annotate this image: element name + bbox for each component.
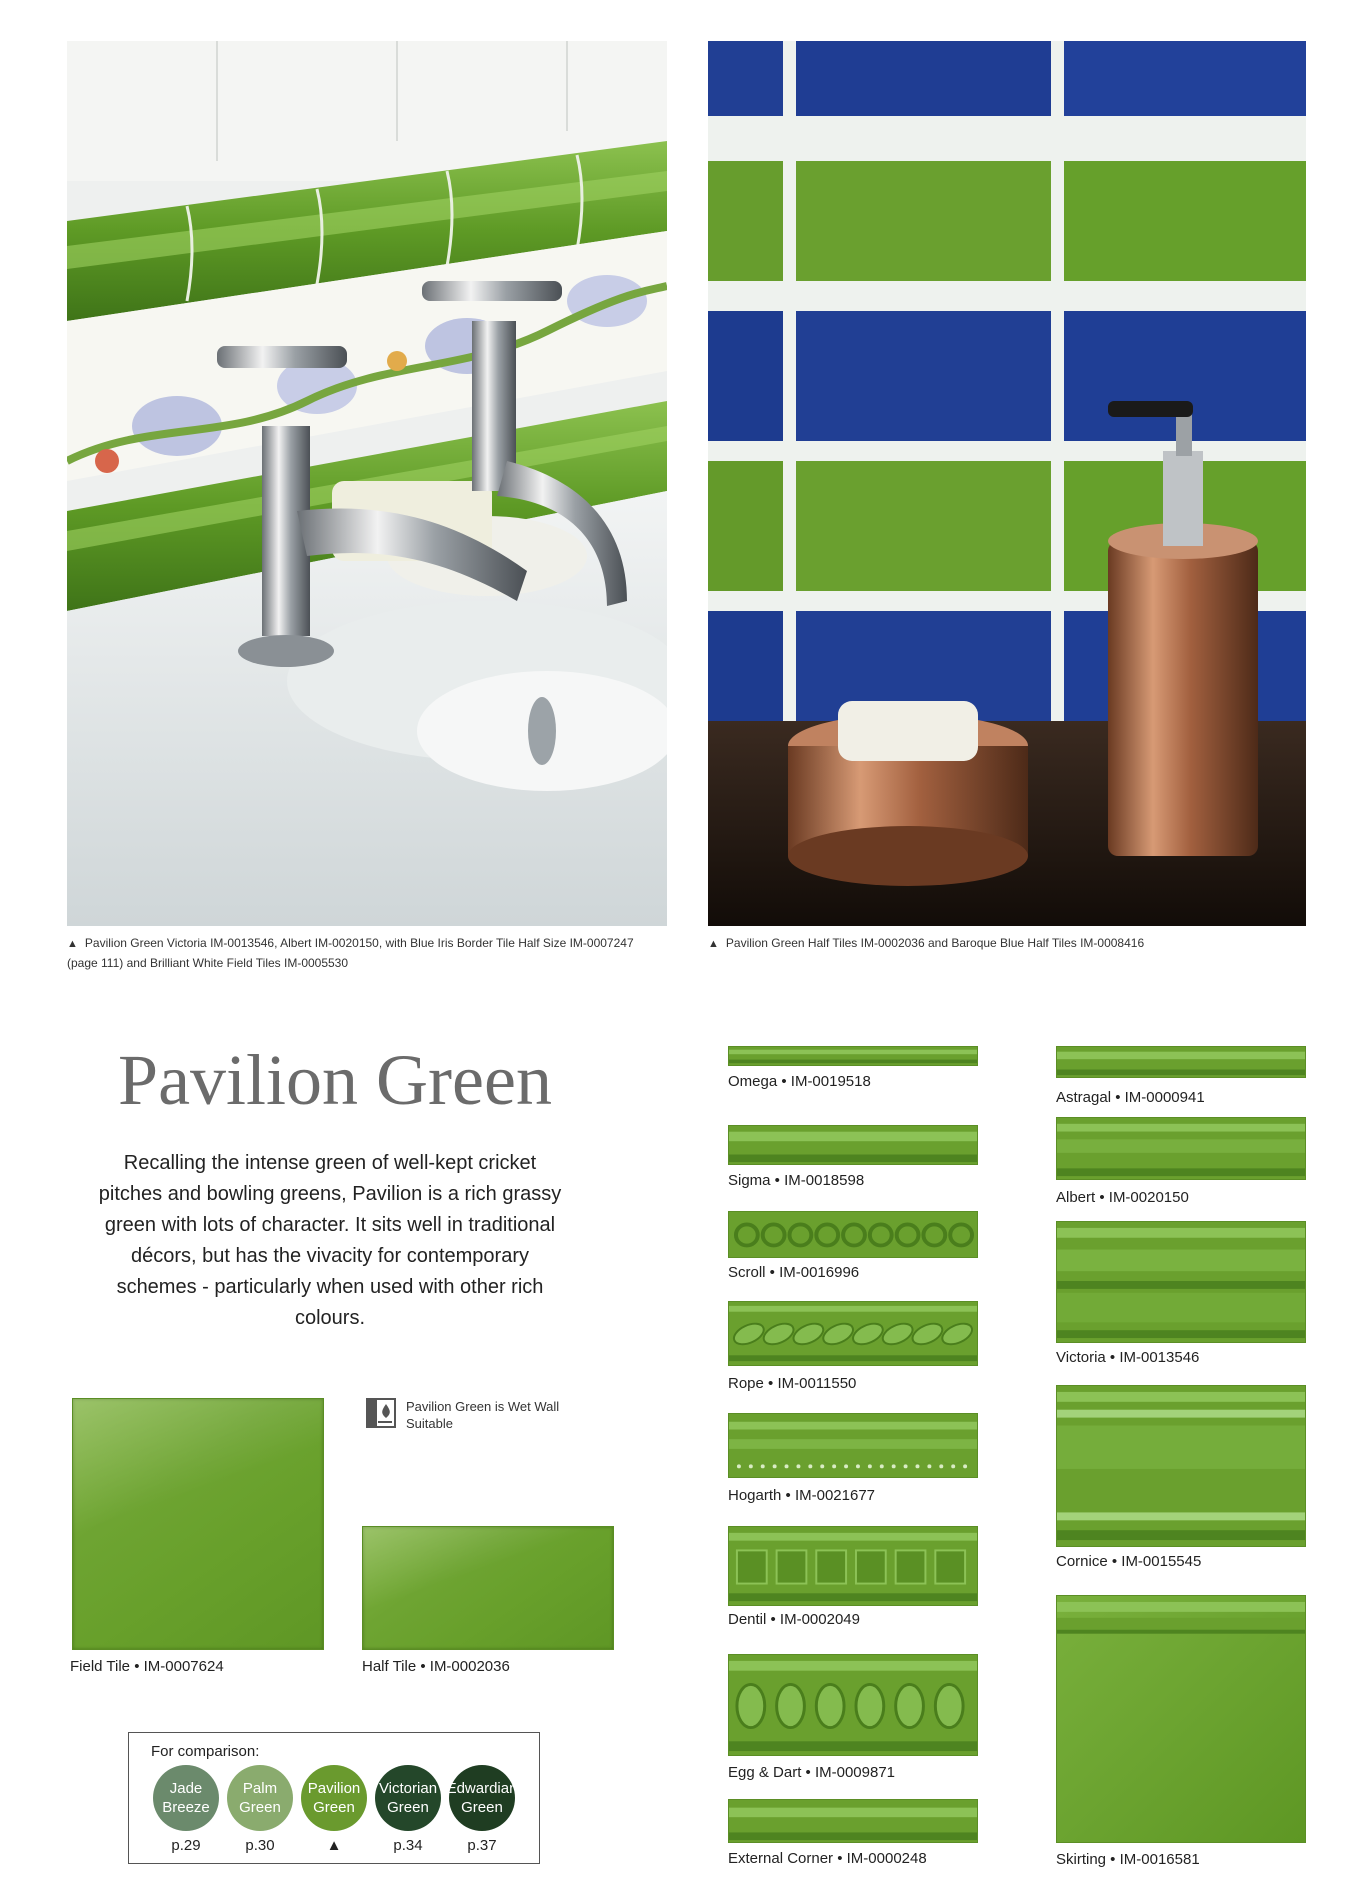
comparison-box bbox=[128, 1732, 540, 1864]
trim-egg-dart-label: Egg & Dart • IM-0009871 bbox=[728, 1764, 896, 1781]
field-tile-label: Field Tile • IM-0007624 bbox=[70, 1658, 224, 1675]
trim-omega-label: Omega • IM-0019518 bbox=[728, 1073, 871, 1090]
trim-sigma-label: Sigma • IM-0018598 bbox=[728, 1172, 865, 1189]
swatch-line1: Pavilion bbox=[307, 1780, 361, 1797]
trim-cornice-swatch bbox=[1056, 1385, 1306, 1547]
swatch-line1: Palm bbox=[242, 1780, 278, 1797]
swatch-line2: Green bbox=[313, 1799, 355, 1816]
intro-paragraph: Recalling the intense green of well-kept cricket pitches and bowling greens, Pavilion is a rich grassy green with lots of character. It sits well in traditional décors, but has the vivacity for contemporary schemes - particularly when used with other rich colours. bbox=[98, 1152, 562, 1329]
trim-victoria-label: Victoria • IM-0013546 bbox=[1056, 1349, 1200, 1366]
trim-astragal-label: Astragal • IM-0000941 bbox=[1056, 1089, 1205, 1106]
trim-omega-swatch bbox=[728, 1046, 978, 1066]
swatch-line2: Breeze bbox=[162, 1799, 210, 1816]
swatch-pavilion-green bbox=[301, 1765, 367, 1831]
trim-skirting-label: Skirting • IM-0016581 bbox=[1056, 1851, 1200, 1868]
trim-sigma-swatch bbox=[728, 1125, 978, 1165]
half-tile-label: Half Tile • IM-0002036 bbox=[362, 1658, 510, 1675]
swatch-line2: Green bbox=[387, 1799, 429, 1816]
photo-basin-taps bbox=[67, 41, 667, 926]
swatch-page-ref: ▲ bbox=[326, 1837, 342, 1854]
half-tile-swatch bbox=[362, 1526, 614, 1650]
trim-victoria-swatch bbox=[1056, 1221, 1306, 1343]
swatch-palm-green bbox=[227, 1765, 293, 1831]
swatch-edwardian-green bbox=[446, 1765, 518, 1831]
trim-dentil-label: Dentil • IM-0002049 bbox=[728, 1611, 860, 1628]
swatch-page-ref: p.37 bbox=[467, 1837, 497, 1854]
swatch-page-ref: p.29 bbox=[171, 1837, 201, 1854]
comparison-title: For comparison: bbox=[151, 1743, 260, 1760]
swatch-victorian-green bbox=[375, 1765, 441, 1831]
trim-external-corner-label: External Corner • IM-0000248 bbox=[728, 1850, 927, 1867]
caption-marker: ▲ bbox=[708, 938, 719, 950]
trim-hogarth-label: Hogarth • IM-0021677 bbox=[728, 1487, 876, 1504]
swatch-line1: Victorian bbox=[378, 1780, 438, 1797]
trim-rope-label: Rope • IM-0011550 bbox=[728, 1375, 857, 1392]
trim-hogarth-swatch bbox=[728, 1413, 978, 1478]
photo-caption-left bbox=[67, 934, 657, 973]
trim-albert-swatch bbox=[1056, 1117, 1306, 1180]
trim-dentil-swatch bbox=[728, 1526, 978, 1606]
trim-albert-label: Albert • IM-0020150 bbox=[1056, 1189, 1189, 1206]
trim-astragal-swatch bbox=[1056, 1046, 1306, 1078]
swatch-line1: Jade bbox=[169, 1780, 203, 1797]
swatch-page-ref: p.30 bbox=[245, 1837, 275, 1854]
swatch-line2: Green bbox=[239, 1799, 281, 1816]
caption-text: Pavilion Green Victoria IM-0013546, Albert IM-0020150, with Blue Iris Border Tile Half Size IM-0007247 (page 111) and Brilliant White Field Tiles IM-0005530 bbox=[67, 936, 634, 970]
trim-external-corner-swatch bbox=[728, 1799, 978, 1843]
swatch-line2: Green bbox=[461, 1799, 503, 1816]
page-title: Pavilion Green bbox=[118, 1040, 552, 1120]
wet-wall-icon bbox=[366, 1398, 396, 1428]
trim-rope-swatch bbox=[728, 1301, 978, 1366]
trim-scroll-swatch bbox=[728, 1211, 978, 1258]
trim-skirting-swatch bbox=[1056, 1595, 1306, 1843]
photo-soap-dispenser bbox=[708, 41, 1306, 926]
trim-cornice-label: Cornice • IM-0015545 bbox=[1056, 1553, 1202, 1570]
caption-marker: ▲ bbox=[67, 938, 78, 950]
caption-text: Pavilion Green Half Tiles IM-0002036 and Baroque Blue Half Tiles IM-0008416 bbox=[725, 936, 1145, 950]
wet-wall-text: Pavilion Green is Wet Wall Suitable bbox=[406, 1399, 560, 1431]
trim-scroll-label: Scroll • IM-0016996 bbox=[728, 1264, 860, 1281]
swatch-page-ref: p.34 bbox=[393, 1837, 423, 1854]
field-tile-swatch bbox=[72, 1398, 324, 1650]
swatch-jade-breeze bbox=[153, 1765, 219, 1831]
swatch-line1: Edwardian bbox=[446, 1780, 518, 1797]
photo-caption-right bbox=[708, 934, 1306, 954]
trim-egg-dart-swatch bbox=[728, 1654, 978, 1756]
